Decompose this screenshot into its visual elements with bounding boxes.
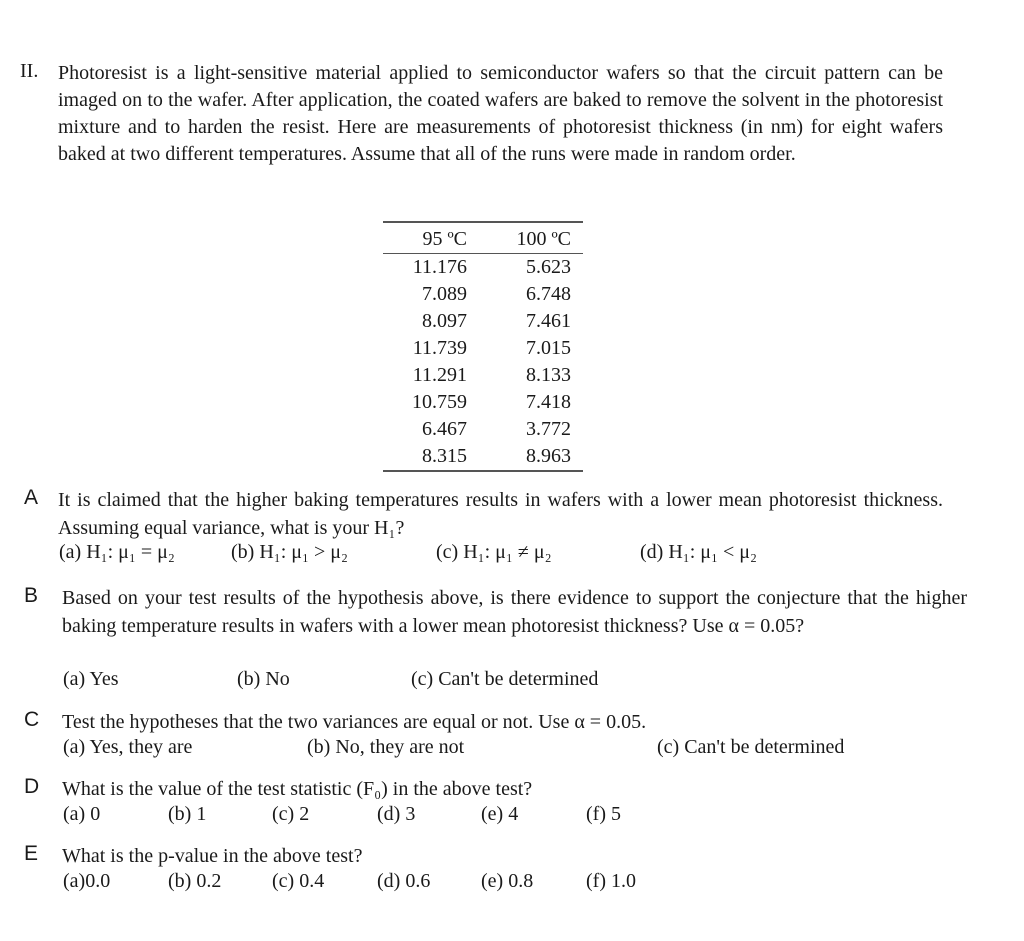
problem-number: II. [20, 60, 39, 82]
option-a2[interactable]: (b) H₁: μ₁ > μ₂ [231, 541, 348, 563]
table-row [383, 335, 583, 362]
cell-95c: 11.739 [412, 337, 467, 359]
table-header-row [383, 223, 583, 253]
question-letter: E [24, 842, 39, 865]
cell-95c: 7.089 [422, 283, 467, 305]
question-stem: What is the p-value in the above test? [62, 845, 363, 867]
option-c2[interactable]: (b) No, they are not [307, 736, 465, 758]
question-stem: Test the hypotheses that the two variances are equal or not. Use α = 0.05. [62, 711, 647, 733]
problem-text: Photoresist is a light-sensitive material applied to semiconductor wafers so that the circuit pattern can be imaged on to the wafer. After application, the coated wafers are baked to remove the solvent in the photoresist mixture and to harden the resist. Here are measurements of photoresist thickness (in nm) for eight wafers baked at two different temperatures. Assume that all of the runs were made in random order. [58, 62, 943, 165]
option-d3[interactable]: (c) 2 [272, 803, 310, 825]
option-b1[interactable]: (a) Yes [63, 668, 119, 690]
cell-100c: 7.418 [526, 391, 571, 413]
option-a4[interactable]: (d) H₁: μ₁ < μ₂ [640, 541, 757, 563]
option-e6[interactable]: (f) 1.0 [586, 870, 636, 892]
option-e1[interactable]: (a)0.0 [63, 870, 111, 892]
header-95c: 95 ºC [422, 228, 467, 250]
table-row [383, 416, 583, 443]
option-e3[interactable]: (c) 0.4 [272, 870, 325, 892]
option-d1[interactable]: (a) 0 [63, 803, 101, 825]
cell-100c: 7.015 [526, 337, 571, 359]
cell-95c: 8.097 [422, 310, 467, 332]
cell-95c: 10.759 [412, 391, 467, 413]
option-b3[interactable]: (c) Can't be determined [411, 668, 599, 690]
table-row [383, 281, 583, 308]
table-row [383, 389, 583, 416]
question-stem: Based on your test results of the hypothesis above, is there evidence to support the conjecture that the higher baking temperature results in wafers with a lower mean photoresist thickness? Use α = 0.05? [62, 587, 967, 637]
question-stem: It is claimed that the higher baking temperatures results in wafers with a lower mean photoresist thickness. Assuming equal variance, what is your H₁? [58, 489, 943, 539]
option-c3[interactable]: (c) Can't be determined [657, 736, 845, 758]
cell-95c: 6.467 [422, 418, 467, 440]
option-c1[interactable]: (a) Yes, they are [63, 736, 193, 758]
cell-100c: 8.133 [526, 364, 571, 386]
question-letter: D [24, 775, 40, 798]
option-d2[interactable]: (b) 1 [168, 803, 207, 825]
question-letter: B [24, 584, 39, 607]
cell-100c: 8.963 [526, 445, 571, 467]
cell-95c: 11.176 [412, 256, 467, 278]
table-row [383, 308, 583, 335]
table-bottom-rule [383, 470, 583, 472]
option-e4[interactable]: (d) 0.6 [377, 870, 431, 892]
cell-95c: 8.315 [422, 445, 467, 467]
thickness-table [383, 221, 583, 472]
cell-100c: 7.461 [526, 310, 571, 332]
table-row [383, 443, 583, 470]
option-a1[interactable]: (a) H₁: μ₁ = μ₂ [59, 541, 175, 563]
option-e2[interactable]: (b) 0.2 [168, 870, 222, 892]
option-d6[interactable]: (f) 5 [586, 803, 621, 825]
header-100c: 100 ºC [516, 228, 571, 250]
cell-100c: 3.772 [526, 418, 571, 440]
table-row [383, 254, 583, 281]
option-e5[interactable]: (e) 0.8 [481, 870, 534, 892]
table-row [383, 362, 583, 389]
cell-100c: 5.623 [526, 256, 571, 278]
question-stem: What is the value of the test statistic (F₀) in the above test? [62, 778, 533, 800]
question-letter: A [24, 486, 39, 509]
option-d5[interactable]: (e) 4 [481, 803, 519, 825]
option-b2[interactable]: (b) No [237, 668, 290, 690]
question-letter: C [24, 708, 40, 731]
option-a3[interactable]: (c) H₁: μ₁ ≠ μ₂ [436, 541, 552, 563]
cell-100c: 6.748 [526, 283, 571, 305]
option-d4[interactable]: (d) 3 [377, 803, 416, 825]
cell-95c: 11.291 [412, 364, 467, 386]
